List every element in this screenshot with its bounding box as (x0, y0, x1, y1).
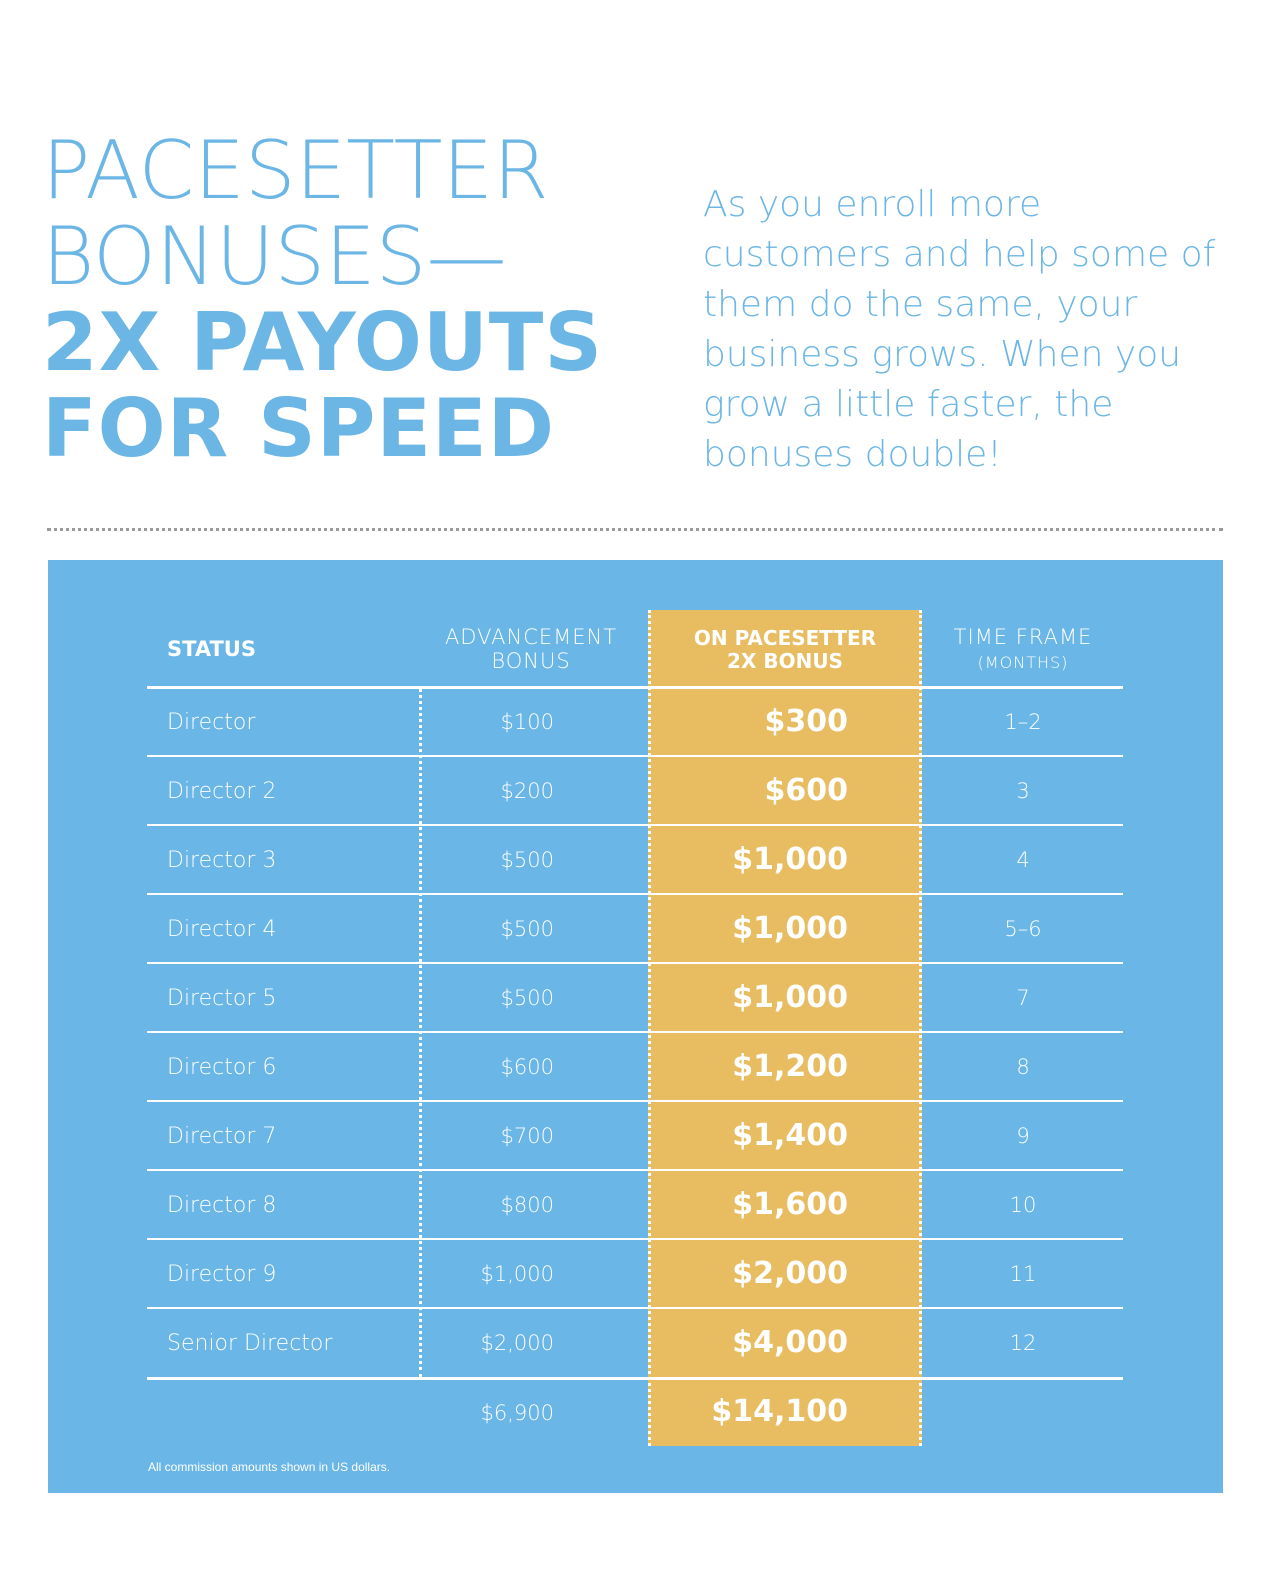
header-pacesetter-bonus (651, 627, 919, 673)
header-pacesetter-line-2: 2X BONUS (727, 649, 843, 673)
header-status: STATUS (167, 637, 256, 661)
table-row-advancement-bonus: $1,000 (480, 1262, 554, 1286)
table-row-advancement-bonus: $200 (500, 779, 554, 803)
table-row-pacesetter-bonus: $300 (764, 704, 848, 739)
header-advancement-bonus (426, 625, 636, 673)
table-row-pacesetter-bonus: $600 (764, 773, 848, 808)
headline-line-1: PACESETTER (42, 124, 549, 217)
header-time-frame-line-2: (MONTHS) (977, 653, 1069, 672)
table-row-time-frame: 1–2 (1004, 710, 1042, 734)
table-row-status: Director 3 (167, 848, 277, 873)
table-row-advancement-bonus: $500 (500, 917, 554, 941)
table-row-time-frame: 9 (1016, 1124, 1030, 1148)
table-row-status: Director 2 (167, 779, 277, 804)
table-row-pacesetter-bonus: $4,000 (732, 1325, 848, 1360)
header-advancement-line-1: ADVANCEMENT (444, 625, 618, 649)
table-row-status: Director 5 (167, 986, 277, 1011)
headline-line-3: 2X PAYOUTS (42, 296, 603, 389)
table-row-status: Director 9 (167, 1262, 277, 1287)
table-row-advancement-bonus: $500 (500, 848, 554, 872)
header-time-frame-line-1: TIME FRAME (953, 625, 1093, 649)
table-row-divider (147, 1238, 1123, 1240)
table-row-pacesetter-bonus: $1,000 (732, 980, 848, 1015)
table-row-advancement-bonus: $100 (500, 710, 554, 734)
table-row-time-frame: 8 (1016, 1055, 1030, 1079)
totals-rule (147, 1377, 1123, 1380)
table-row-pacesetter-bonus: $1,200 (732, 1049, 848, 1084)
table-row-pacesetter-bonus: $1,000 (732, 911, 848, 946)
table-row-time-frame: 3 (1016, 779, 1030, 803)
table-row-status: Director 6 (167, 1055, 277, 1080)
table-row-pacesetter-bonus: $1,400 (732, 1118, 848, 1153)
table-row-divider (147, 1100, 1123, 1102)
table-row-advancement-bonus: $800 (500, 1193, 554, 1217)
table-row-advancement-bonus: $700 (500, 1124, 554, 1148)
header-time-frame (925, 625, 1121, 675)
header-pacesetter-line-1: ON PACESETTER (693, 626, 877, 650)
table-row-advancement-bonus: $600 (500, 1055, 554, 1079)
table-row-advancement-bonus: $500 (500, 986, 554, 1010)
table-row-status: Director (167, 710, 256, 735)
table-row-advancement-bonus: $2,000 (480, 1331, 554, 1355)
table-row-time-frame: 12 (1009, 1331, 1037, 1355)
table-row-divider (147, 1169, 1123, 1171)
section-divider (47, 528, 1223, 531)
table-row-pacesetter-bonus: $1,000 (732, 842, 848, 877)
table-row-pacesetter-bonus: $2,000 (732, 1256, 848, 1291)
table-row-divider (147, 1307, 1123, 1309)
headline-line-4: FOR SPEED (42, 382, 556, 475)
table-row-pacesetter-bonus: $1,600 (732, 1187, 848, 1222)
footnote: All commission amounts shown in US dollars. (148, 1460, 391, 1474)
headline-line-2: BONUSES— (42, 210, 507, 303)
table-row-time-frame: 11 (1009, 1262, 1037, 1286)
table-row-divider (147, 893, 1123, 895)
table-row-time-frame: 5–6 (1004, 917, 1042, 941)
total-advancement-bonus: $6,900 (480, 1401, 554, 1425)
intro-paragraph: As you enroll more customers and help some of them do the same, your business grows. When you grow a little faster, the bonuses double! (703, 184, 1216, 475)
table-row-time-frame: 10 (1009, 1193, 1037, 1217)
table-row-time-frame: 7 (1016, 986, 1030, 1010)
table-row-status: Director 7 (167, 1124, 277, 1149)
header-advancement-line-2: BONUS (491, 649, 571, 673)
table-row-divider (147, 824, 1123, 826)
header-rule (147, 686, 1123, 689)
page-headline (42, 124, 692, 475)
table-row-divider (147, 962, 1123, 964)
table-row-time-frame: 4 (1016, 848, 1030, 872)
total-pacesetter-bonus: $14,100 (711, 1394, 848, 1429)
table-row-divider (147, 1031, 1123, 1033)
table-row-status: Director 4 (167, 917, 277, 942)
table-row-status: Senior Director (167, 1331, 333, 1356)
table-row-divider (147, 755, 1123, 757)
table-row-status: Director 8 (167, 1193, 277, 1218)
